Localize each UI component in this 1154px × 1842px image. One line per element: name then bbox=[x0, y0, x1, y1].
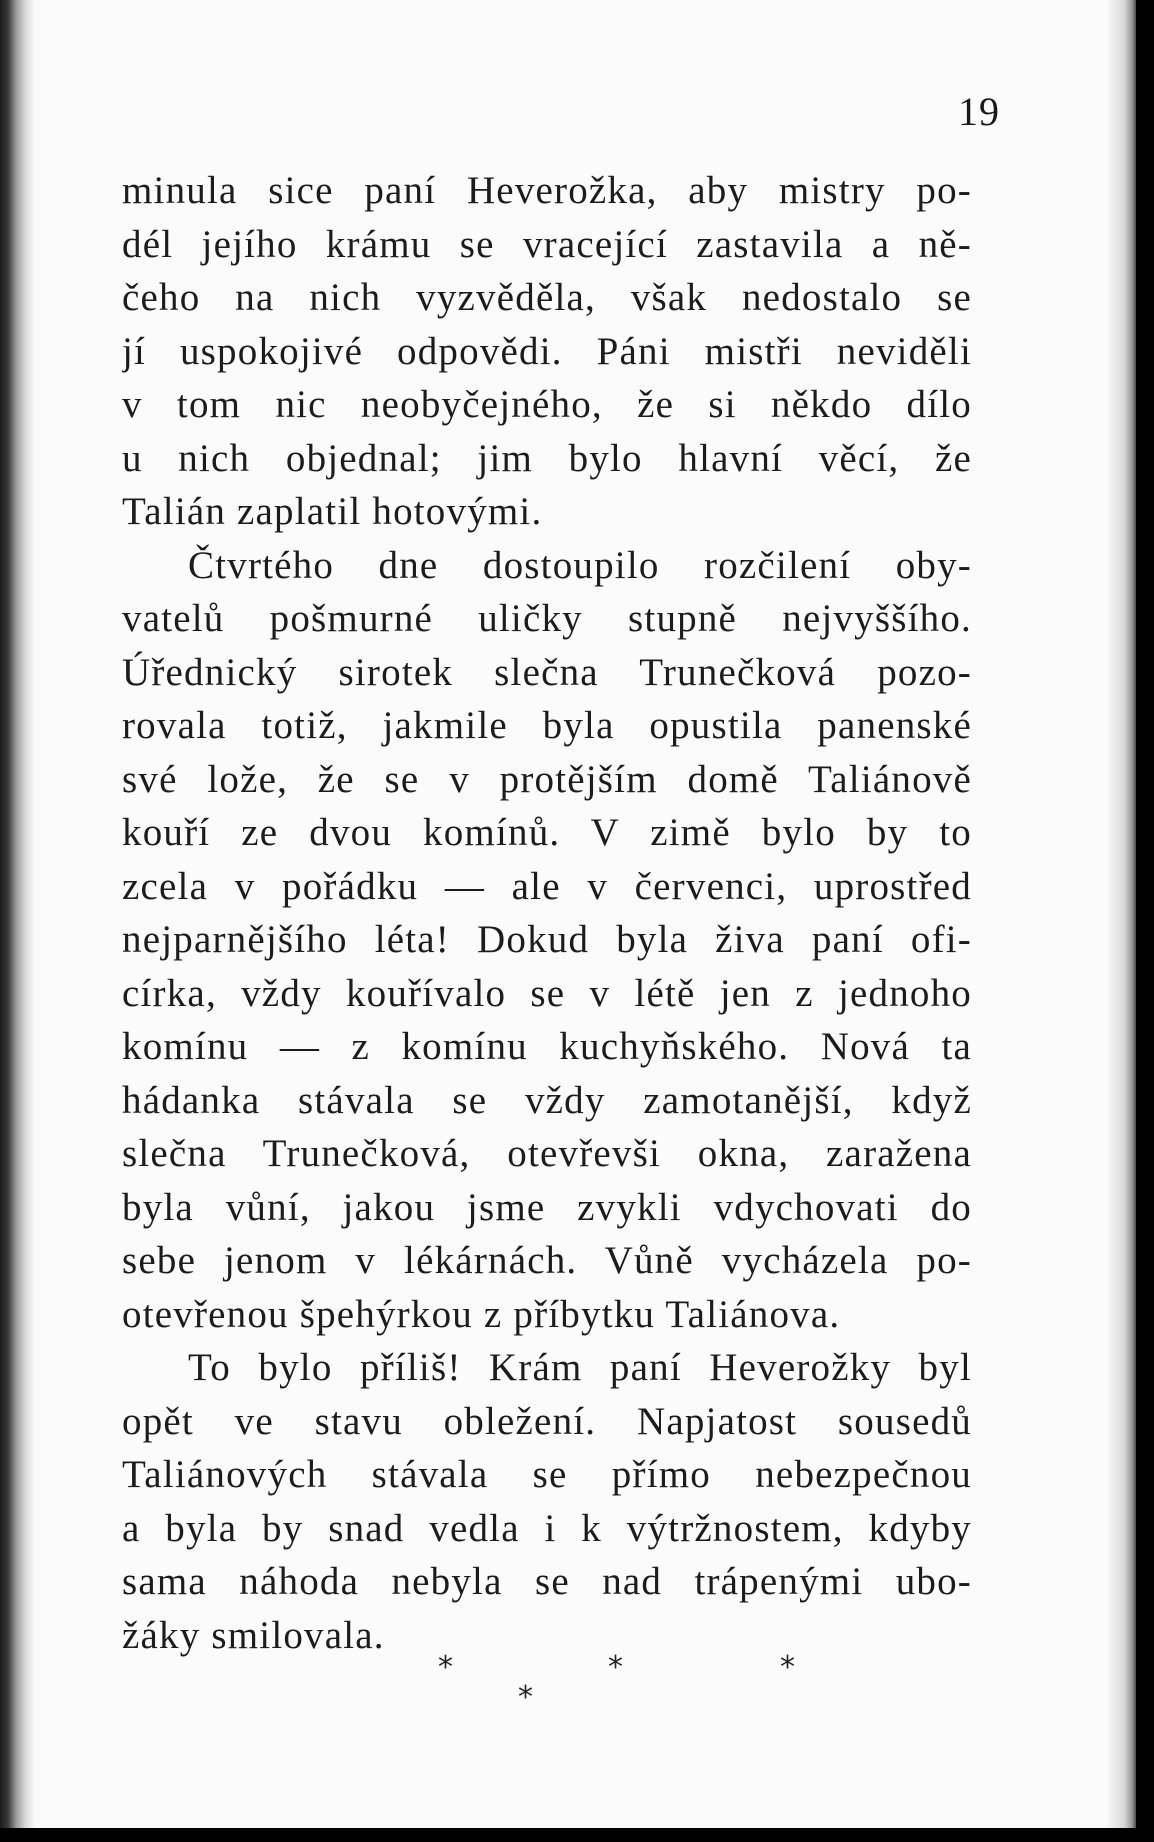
paragraph bbox=[122, 1341, 972, 1662]
text-line: minula sice paní Heverožka, aby mistry po- bbox=[122, 169, 972, 212]
paragraph bbox=[122, 164, 972, 539]
text-line: své lože, že se v protějším domě Taliánově bbox=[122, 757, 972, 801]
text-line: jí uspokojivé odpovědi. Páni mistři neviděli bbox=[122, 329, 972, 373]
text-line: a byla by snad vedla i k výtržnostem, kdyby bbox=[122, 1506, 972, 1550]
page-edge-shadow bbox=[1106, 0, 1136, 1842]
separator-asterisk: * bbox=[608, 1650, 623, 1685]
text-line: rovala totiž, jakmile byla opustila panenské bbox=[122, 704, 972, 747]
text-line: slečna Trunečková, otevřevši okna, zaražena bbox=[122, 1132, 972, 1175]
text-line: byla vůní, jakou jsme zvykli vdychovati do bbox=[122, 1185, 972, 1229]
text-line: círka, vždy kouřívalo se v létě jen z jednoho bbox=[122, 971, 972, 1015]
text-line: vatelů pošmurné uličky stupně nejvyššího. bbox=[122, 597, 972, 640]
body-text bbox=[122, 164, 972, 1662]
paragraph bbox=[122, 539, 972, 1342]
page-spine-shadow bbox=[0, 0, 34, 1842]
text-line: čeho na nich vyzvěděla, však nedostalo se bbox=[122, 276, 972, 319]
page-number: 19 bbox=[958, 89, 1000, 134]
text-line: sebe jenom v lékárnách. Vůně vycházela po- bbox=[122, 1239, 972, 1282]
text-line: sama náhoda nebyla se nad trápenými ubo- bbox=[122, 1560, 972, 1603]
text-line: nejparnějšího léta! Dokud byla živa paní ofi- bbox=[122, 918, 972, 961]
section-separator bbox=[430, 1650, 830, 1730]
text-line: zcela v pořádku — ale v červenci, uprostřed bbox=[122, 864, 972, 908]
separator-asterisk: * bbox=[780, 1650, 795, 1685]
separator-asterisk: * bbox=[518, 1680, 533, 1715]
text-line: v tom nic neobyčejného, že si někdo dílo bbox=[122, 383, 972, 426]
text-line: Taliánových stávala se přímo nebezpečnou bbox=[122, 1453, 972, 1496]
page-edge-bottom bbox=[0, 1828, 1154, 1842]
text-line: u nich objednal; jim bylo hlavní věcí, že bbox=[122, 436, 972, 480]
text-line: Čtvrtého dne dostoupilo rozčilení oby- bbox=[188, 543, 972, 587]
text-line: žáky smilovala. bbox=[122, 1613, 385, 1657]
text-line: Talián zaplatil hotovými. bbox=[122, 490, 543, 533]
text-line: dél jejího krámu se vracející zastavila a ně- bbox=[122, 222, 972, 266]
text-line: kouří ze dvou komínů. V zimě bylo by to bbox=[122, 811, 972, 854]
text-line: otevřenou špehýrkou z příbytku Taliánova. bbox=[122, 1292, 841, 1336]
text-line: opět ve stavu obležení. Napjatost sousedů bbox=[122, 1399, 972, 1443]
text-line: Úřednický sirotek slečna Trunečková pozo- bbox=[122, 650, 972, 694]
text-line: komínu — z komínu kuchyňského. Nová ta bbox=[122, 1025, 972, 1068]
page-edge-right bbox=[1136, 0, 1154, 1842]
text-line: To bylo příliš! Krám paní Heverožky byl bbox=[188, 1346, 972, 1389]
text-line: hádanka stávala se vždy zamotanější, když bbox=[122, 1078, 972, 1122]
separator-asterisk: * bbox=[438, 1650, 453, 1685]
